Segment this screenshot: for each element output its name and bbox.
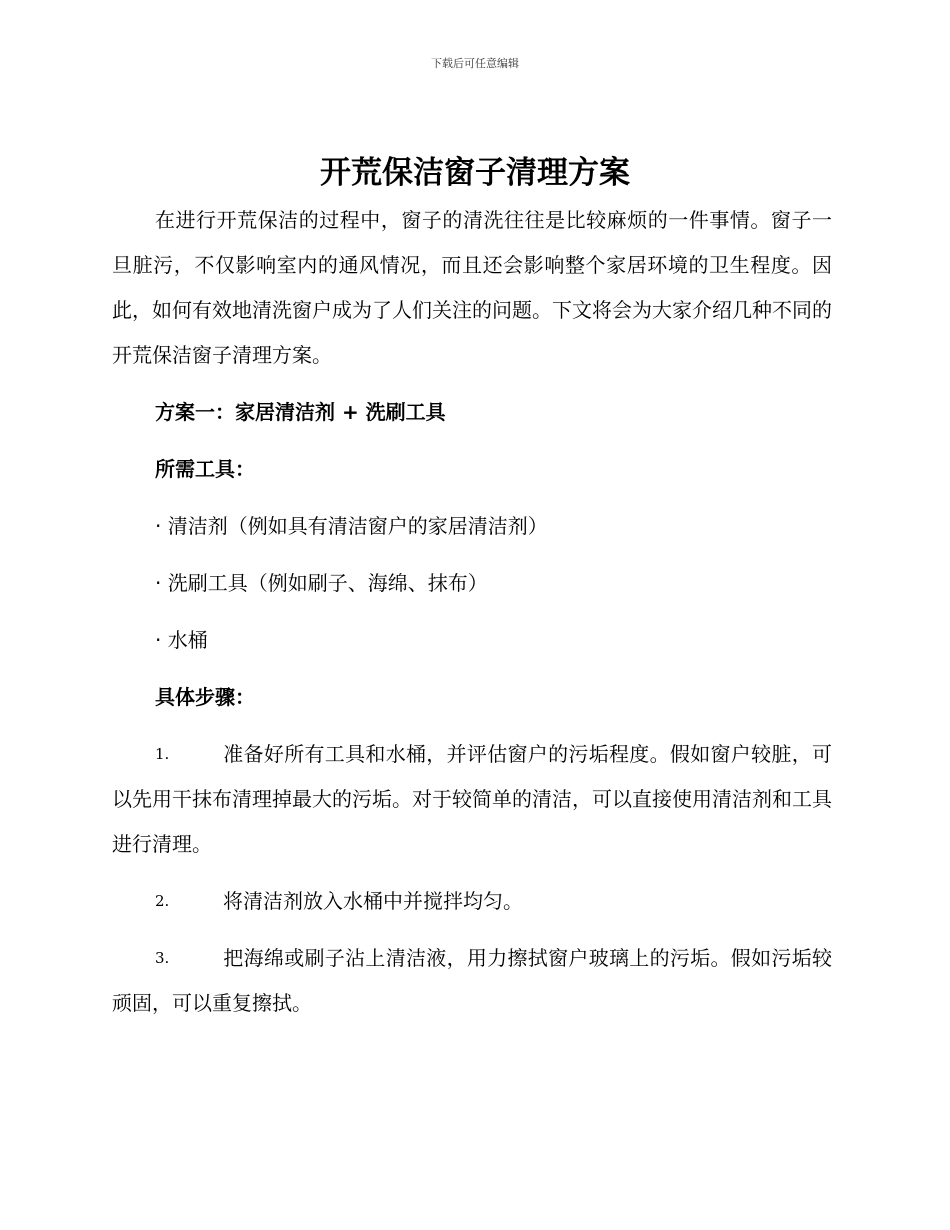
plan-heading: 方案一：家居清洁剂 + 洗刷工具: [155, 400, 446, 424]
step-text: 将清洁剂放入水桶中并搅拌均匀。: [223, 889, 523, 913]
tool-item: · 洗刷工具（例如刷子、海绵、抹布）: [155, 571, 488, 595]
tool-item: · 水桶: [155, 628, 208, 652]
tool-item: · 清洁剂（例如具有清洁窗户的家居清洁剂）: [155, 514, 548, 538]
page-header-note: 下载后可任意编辑: [431, 57, 519, 70]
steps-heading: 具体步骤：: [155, 685, 255, 709]
step-number: 3.: [155, 949, 170, 967]
step-text: 把海绵或刷子沾上清洁液，用力擦拭窗户玻璃上的污垢。假如污垢较顽固，可以重复擦拭。: [112, 946, 832, 1015]
document-title: 开荒保洁窗子清理方案: [320, 155, 630, 191]
step-number: 1.: [155, 745, 170, 763]
step-item: [112, 732, 832, 867]
step-item: [112, 936, 832, 1026]
document-body: [112, 198, 832, 1026]
intro-paragraph: 在进行开荒保洁的过程中，窗子的清洗往往是比较麻烦的一件事情。窗子一旦脏污，不仅影响室内的通风情况，而且还会影响整个家居环境的卫生程度。因此，如何有效地清洗窗户成为了人们关注的问题。下文将会为大家介绍几种不同的开荒保洁窗子清理方案。: [112, 208, 832, 367]
step-text: 准备好所有工具和水桶，并评估窗户的污垢程度。假如窗户较脏，可以先用干抹布清理掉最大的污垢。对于较简单的清洁，可以直接使用清洁剂和工具进行清理。: [112, 742, 832, 856]
tools-heading: 所需工具：: [155, 457, 255, 481]
step-number: 2.: [155, 892, 170, 910]
step-item: [112, 879, 832, 924]
